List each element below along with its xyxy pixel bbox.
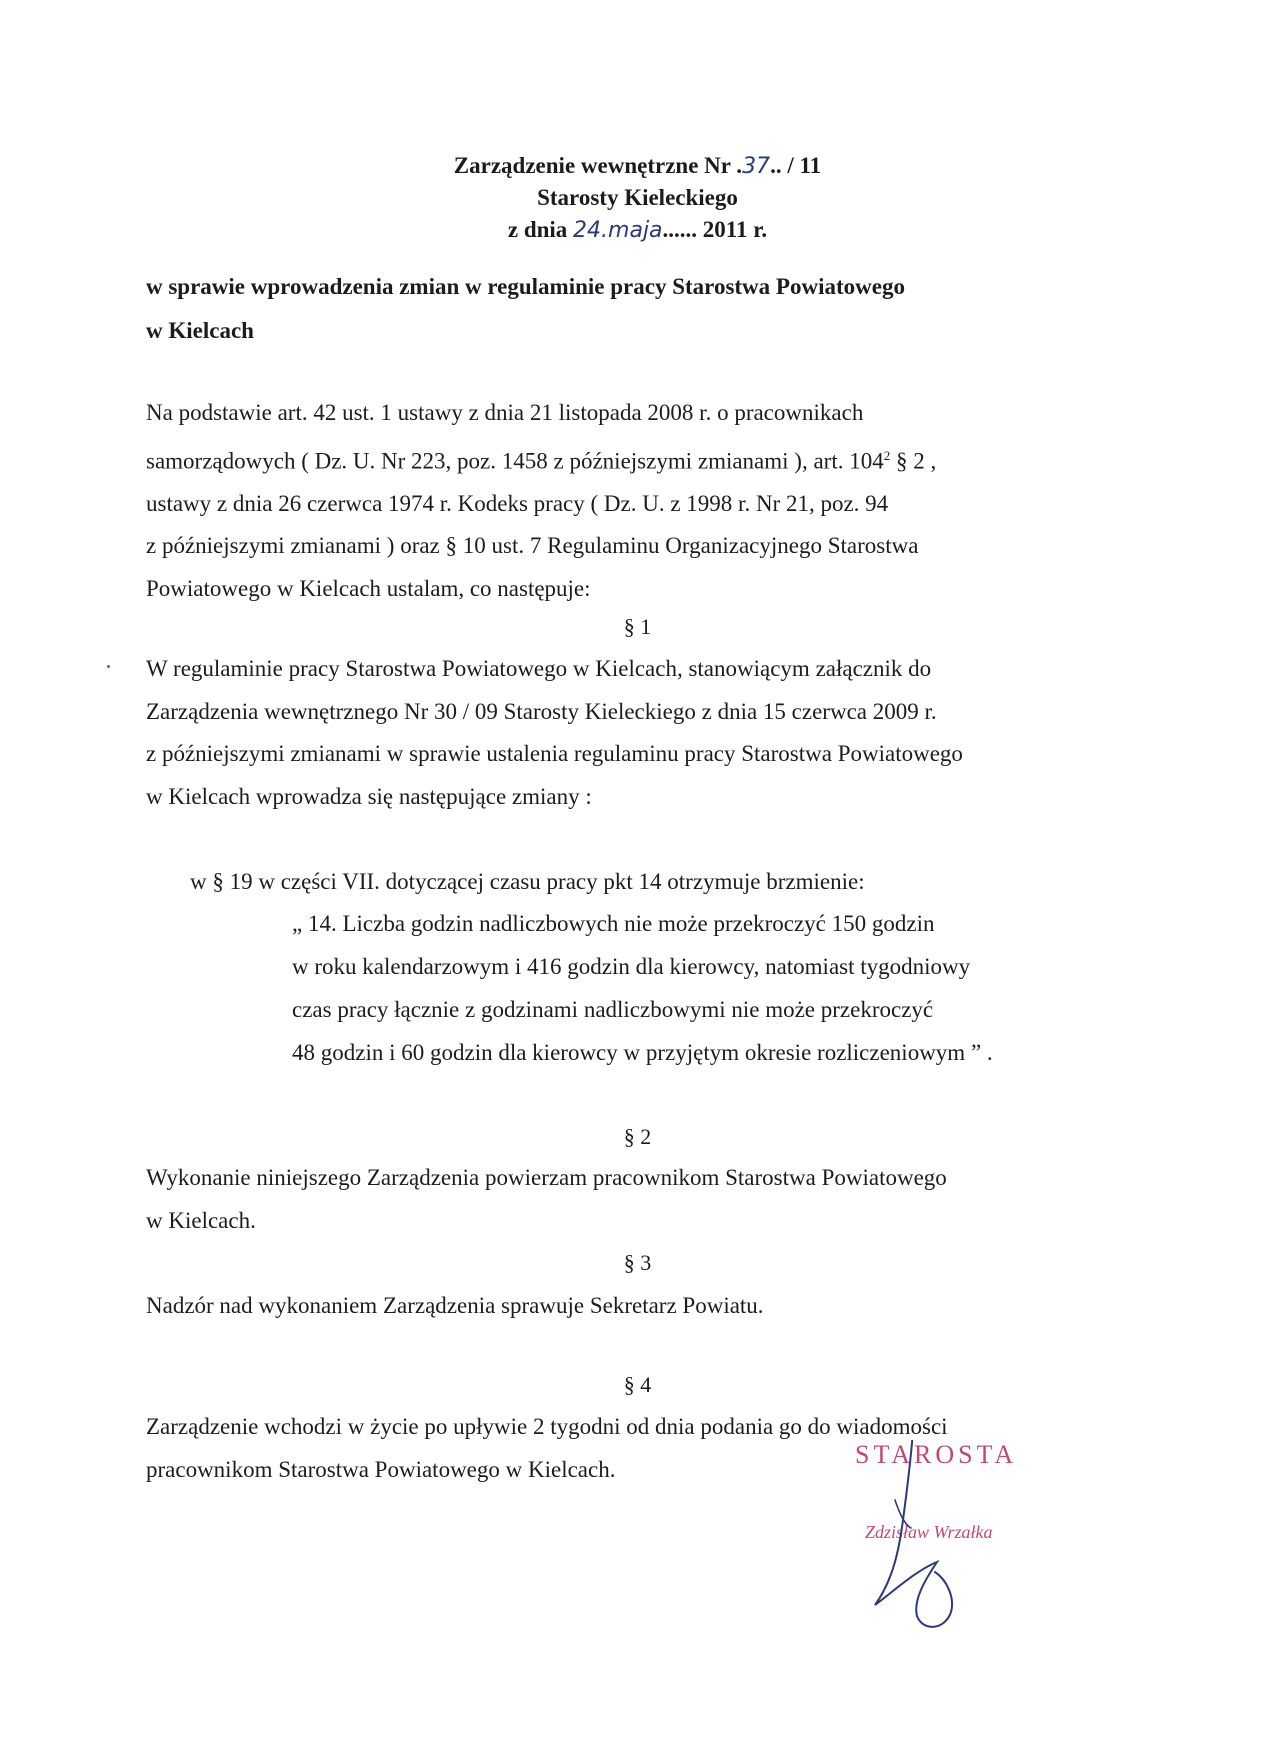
section-4-line-2: pracownikom Starostwa Powiatowego w Kielcach.: [146, 1456, 616, 1482]
preamble-line-5: Powiatowego w Kielcach ustalam, co następuje:: [146, 575, 591, 601]
section-2-heading: § 2: [623, 1124, 652, 1149]
section-2-body: [146, 1157, 1081, 1242]
stamp-name: Zdzisław Wrzałka: [865, 1522, 993, 1542]
preamble-line-4: z późniejszymi zmianami ) oraz § 10 ust. 7 Regulaminu Organizacyjnego Starostwa: [146, 533, 919, 559]
handwritten-date: 24.maja: [573, 218, 663, 243]
change-intro: w § 19 w części VII. dotyczącej czasu pracy pkt 14 otrzymuje brzmienie:: [190, 869, 865, 894]
preamble-line-2a: samorządowych ( Dz. U. Nr 223, poz. 1458 z późniejszymi zmianami ), art. 104: [146, 448, 884, 474]
quote-line-2: w roku kalendarzowym i 416 godzin dla kierowcy, natomiast tygodniowy: [292, 954, 971, 979]
preamble-line-1: Na podstawie art. 42 ust. 1 ustawy z dnia 21 listopada 2008 r. o pracownikach: [146, 400, 864, 425]
quote-line-1: „ 14. Liczba godzin nadliczbowych nie może przekroczyć 150 godzin: [292, 911, 935, 936]
section-1-line-3: z późniejszymi zmianami w sprawie ustalenia regulaminu pracy Starostwa Powiatowego: [146, 741, 963, 766]
section-1-heading: § 1: [623, 614, 652, 639]
section-3-heading: § 3: [623, 1250, 652, 1275]
section-4-line-1: Zarządzenie wchodzi w życie po upływie 2 tygodni od dnia podania go do wiadomości: [146, 1414, 948, 1439]
date-suffix: ...... 2011 r.: [662, 217, 768, 242]
quote-line-4: 48 godzin i 60 godzin dla kierowcy w przyjętym okresie rozliczeniowym ” .: [292, 1040, 993, 1065]
handwritten-number: 37: [742, 154, 771, 179]
quoted-amendment: [292, 902, 1072, 1074]
scan-speck: [107, 665, 110, 668]
document-subject: [146, 265, 1068, 353]
section-1-line-2: Zarządzenia wewnętrznego Nr 30 / 09 Starosty Kieleckiego z dnia 15 czerwca 2009 r.: [146, 698, 937, 724]
section-3-body: [146, 1285, 1081, 1328]
section-1-body: [146, 648, 1081, 818]
section-3-line-1: Nadzór nad wykonaniem Zarządzenia sprawuje Sekretarz Powiatu.: [146, 1293, 764, 1318]
document-title: [0, 150, 1275, 183]
preamble-line-3: ustawy z dnia 26 czerwca 1974 r. Kodeks pracy ( Dz. U. z 1998 r. Nr 21, poz. 94: [146, 490, 889, 516]
preamble-line-2: [146, 435, 1081, 483]
title-prefix: Zarządzenie wewnętrzne Nr .: [453, 153, 743, 178]
title-suffix: .. / 11: [770, 153, 822, 178]
subject-line-1: w sprawie wprowadzenia zmian w regulaminie pracy Starostwa Powiatowego: [146, 274, 905, 299]
subject-line-2: w Kielcach: [146, 318, 254, 343]
quote-line-3: czas pracy łącznie z godzinami nadliczbowymi nie może przekroczyć: [292, 997, 934, 1022]
document-issuer: Starosty Kieleckiego: [537, 185, 738, 210]
section-2-line-2: w Kielcach.: [146, 1207, 256, 1233]
section-4-heading: § 4: [623, 1372, 652, 1397]
signature-icon: [855, 1440, 1085, 1640]
section-2-line-1: Wykonanie niniejszego Zarządzenia powierzam pracownikom Starostwa Powiatowego: [146, 1165, 947, 1190]
preamble-superscript: 2: [883, 447, 891, 463]
preamble: [146, 392, 1081, 610]
stamp-title: STAROSTA: [855, 1440, 1018, 1469]
date-prefix: z dnia: [507, 217, 574, 242]
official-stamp: [855, 1440, 1085, 1640]
preamble-line-2b: § 2 ,: [890, 448, 937, 474]
section-1-line-4: w Kielcach wprowadza się następujące zmiany :: [146, 783, 592, 809]
section-1-line-1: W regulaminie pracy Starostwa Powiatowego w Kielcach, stanowiącym załącznik do: [146, 656, 932, 681]
document-date: [0, 214, 1275, 247]
